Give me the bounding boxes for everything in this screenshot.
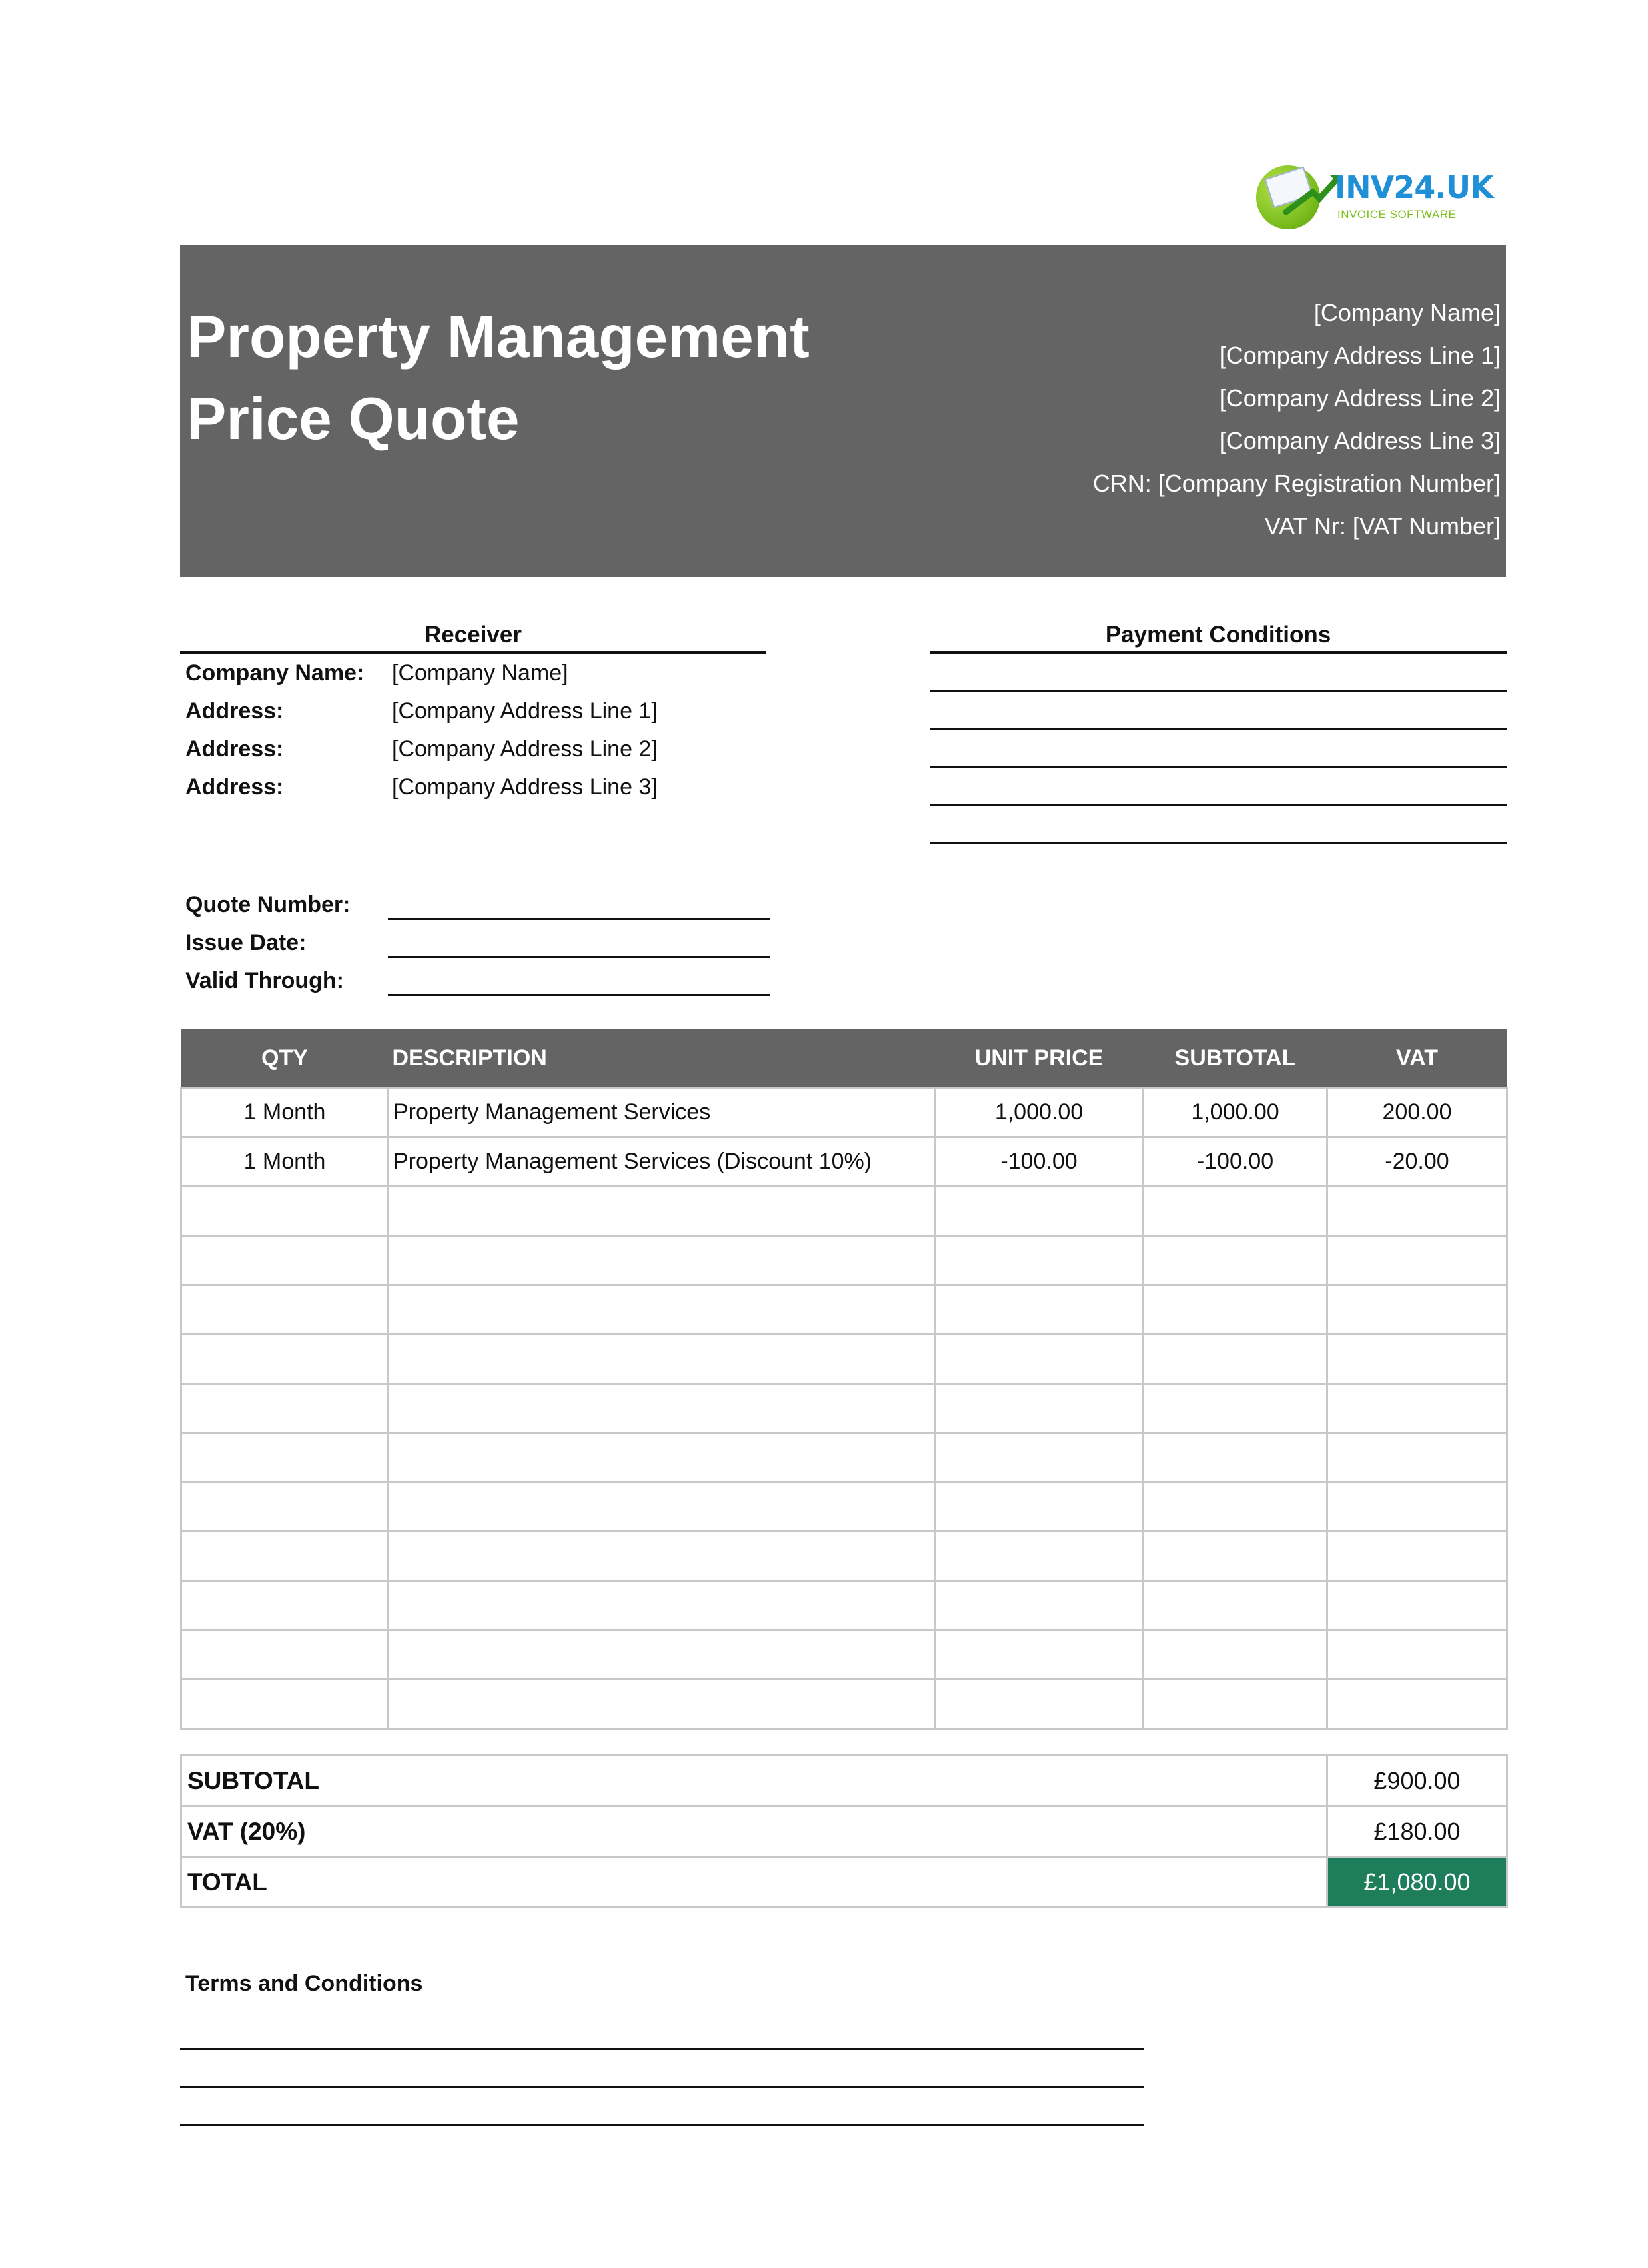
- cell-subtotal[interactable]: [1144, 1433, 1327, 1482]
- table-row-empty: [181, 1335, 1507, 1384]
- total-value: £1,080.00: [1327, 1857, 1507, 1908]
- sender-vat-number: VAT Nr: [VAT Number]: [1264, 512, 1501, 540]
- cell-vat[interactable]: [1327, 1384, 1507, 1433]
- cell-subtotal[interactable]: -100.00: [1144, 1137, 1327, 1187]
- cell-description[interactable]: [389, 1630, 935, 1680]
- cell-description[interactable]: [389, 1433, 935, 1482]
- cell-description[interactable]: [389, 1384, 935, 1433]
- cell-qty[interactable]: [181, 1236, 389, 1285]
- cell-unit-price[interactable]: 1,000.00: [935, 1088, 1144, 1137]
- subtotal-label: SUBTOTAL: [181, 1756, 1327, 1806]
- sender-crn: CRN: [Company Registration Number]: [1092, 470, 1501, 497]
- receiver-label-address-3: Address:: [185, 774, 284, 800]
- table-row-empty: [181, 1482, 1507, 1532]
- cell-vat[interactable]: [1327, 1433, 1507, 1482]
- total-label: TOTAL: [181, 1857, 1327, 1908]
- title-line-1: Property Management: [187, 303, 810, 370]
- cell-description[interactable]: [389, 1532, 935, 1581]
- cell-description[interactable]: Property Management Services (Discount 10%): [389, 1137, 935, 1187]
- cell-qty[interactable]: [181, 1285, 389, 1335]
- cell-qty[interactable]: [181, 1384, 389, 1433]
- cell-vat[interactable]: [1327, 1482, 1507, 1532]
- vat-row: [181, 1806, 1507, 1857]
- cell-subtotal[interactable]: [1144, 1482, 1327, 1532]
- col-header-unit-price: UNIT PRICE: [935, 1029, 1144, 1088]
- header-band: [180, 245, 1506, 577]
- cell-subtotal[interactable]: [1144, 1581, 1327, 1630]
- payment-conditions-title: Payment Conditions: [1105, 622, 1331, 648]
- cell-subtotal[interactable]: [1144, 1335, 1327, 1384]
- cell-unit-price[interactable]: [935, 1532, 1144, 1581]
- payment-line: [930, 804, 1507, 806]
- sender-company-block: [1093, 292, 1501, 548]
- receiver-title: Receiver: [424, 622, 522, 648]
- cell-description[interactable]: [389, 1335, 935, 1384]
- table-row-empty: [181, 1680, 1507, 1729]
- sender-address-line-3: [Company Address Line 3]: [1219, 427, 1501, 454]
- title-line-2: Price Quote: [187, 385, 520, 452]
- cell-description[interactable]: [389, 1581, 935, 1630]
- page-title: [187, 296, 810, 460]
- receiver-label-company: Company Name:: [185, 660, 365, 686]
- table-row: [181, 1137, 1507, 1187]
- payment-divider: [930, 651, 1507, 654]
- cell-description[interactable]: [389, 1680, 935, 1729]
- table-row-empty: [181, 1285, 1507, 1335]
- col-header-subtotal: SUBTOTAL: [1144, 1029, 1327, 1088]
- cell-vat[interactable]: [1327, 1236, 1507, 1285]
- table-row-empty: [181, 1581, 1507, 1630]
- cell-qty[interactable]: [181, 1680, 389, 1729]
- cell-qty[interactable]: [181, 1187, 389, 1236]
- receiver-value-company: [Company Name]: [392, 660, 568, 686]
- terms-line[interactable]: [180, 2124, 1144, 2126]
- table-row-empty: [181, 1433, 1507, 1482]
- cell-unit-price[interactable]: [935, 1581, 1144, 1630]
- cell-description[interactable]: Property Management Services: [389, 1088, 935, 1137]
- valid-through-field[interactable]: [388, 994, 770, 996]
- logo-tagline: INVOICE SOFTWARE: [1337, 208, 1457, 221]
- cell-unit-price[interactable]: [935, 1680, 1144, 1729]
- cell-description[interactable]: [389, 1285, 935, 1335]
- table-row: [181, 1088, 1507, 1137]
- cell-unit-price[interactable]: [935, 1630, 1144, 1680]
- subtotal-row: [181, 1756, 1507, 1806]
- payment-line: [930, 766, 1507, 768]
- cell-vat[interactable]: [1327, 1187, 1507, 1236]
- issue-date-label: Issue Date:: [185, 930, 307, 955]
- cell-vat[interactable]: [1327, 1285, 1507, 1335]
- table-row-empty: [181, 1532, 1507, 1581]
- terms-title: Terms and Conditions: [185, 1971, 423, 1996]
- cell-unit-price[interactable]: [935, 1335, 1144, 1384]
- logo-arrow-icon: [1283, 172, 1343, 219]
- cell-unit-price[interactable]: -100.00: [935, 1137, 1144, 1187]
- col-header-vat: VAT: [1327, 1029, 1507, 1088]
- table-row-empty: [181, 1187, 1507, 1236]
- cell-vat[interactable]: [1327, 1581, 1507, 1630]
- subtotal-value: £900.00: [1327, 1756, 1507, 1806]
- cell-unit-price[interactable]: [935, 1482, 1144, 1532]
- logo-brand: INV24.UK: [1335, 169, 1493, 205]
- cell-unit-price[interactable]: [935, 1285, 1144, 1335]
- total-row: [181, 1857, 1507, 1908]
- vat-value: £180.00: [1327, 1806, 1507, 1857]
- cell-vat[interactable]: 200.00: [1327, 1088, 1507, 1137]
- col-header-description: DESCRIPTION: [389, 1029, 935, 1088]
- cell-unit-price[interactable]: [935, 1433, 1144, 1482]
- cell-qty[interactable]: [181, 1433, 389, 1482]
- cell-vat[interactable]: [1327, 1335, 1507, 1384]
- cell-qty[interactable]: [181, 1581, 389, 1630]
- terms-line[interactable]: [180, 2086, 1144, 2088]
- payment-line: [930, 690, 1507, 692]
- quote-number-field[interactable]: [388, 918, 770, 920]
- cell-subtotal[interactable]: [1144, 1285, 1327, 1335]
- cell-qty[interactable]: [181, 1482, 389, 1532]
- cell-unit-price[interactable]: [935, 1187, 1144, 1236]
- cell-subtotal[interactable]: [1144, 1680, 1327, 1729]
- payment-line: [930, 728, 1507, 730]
- valid-through-label: Valid Through:: [185, 968, 344, 993]
- receiver-label-address-1: Address:: [185, 698, 284, 724]
- sender-company-name: [Company Name]: [1313, 299, 1501, 326]
- terms-line[interactable]: [180, 2048, 1144, 2050]
- receiver-value-address-1: [Company Address Line 1]: [392, 698, 658, 724]
- quote-number-label: Quote Number:: [185, 892, 351, 917]
- totals-table: [180, 1754, 1508, 1908]
- receiver-label-address-2: Address:: [185, 736, 284, 762]
- sender-address-line-2: [Company Address Line 2]: [1219, 384, 1501, 412]
- cell-description[interactable]: [389, 1187, 935, 1236]
- cell-subtotal[interactable]: [1144, 1630, 1327, 1680]
- cell-description[interactable]: [389, 1482, 935, 1532]
- payment-line: [930, 842, 1507, 844]
- cell-subtotal[interactable]: [1144, 1532, 1327, 1581]
- cell-subtotal[interactable]: [1144, 1236, 1327, 1285]
- cell-qty[interactable]: [181, 1335, 389, 1384]
- cell-description[interactable]: [389, 1236, 935, 1285]
- issue-date-field[interactable]: [388, 956, 770, 958]
- company-logo: [1256, 160, 1493, 233]
- cell-qty[interactable]: [181, 1532, 389, 1581]
- cell-unit-price[interactable]: [935, 1384, 1144, 1433]
- table-row-empty: [181, 1236, 1507, 1285]
- cell-vat[interactable]: -20.00: [1327, 1137, 1507, 1187]
- cell-vat[interactable]: [1327, 1680, 1507, 1729]
- table-header-row: [181, 1029, 1507, 1088]
- cell-vat[interactable]: [1327, 1630, 1507, 1680]
- vat-label: VAT (20%): [181, 1806, 1327, 1857]
- cell-qty[interactable]: 1 Month: [181, 1088, 389, 1137]
- cell-qty[interactable]: [181, 1630, 389, 1680]
- receiver-value-address-3: [Company Address Line 3]: [392, 774, 658, 800]
- cell-unit-price[interactable]: [935, 1236, 1144, 1285]
- cell-qty[interactable]: 1 Month: [181, 1137, 389, 1187]
- cell-subtotal[interactable]: 1,000.00: [1144, 1088, 1327, 1137]
- cell-vat[interactable]: [1327, 1532, 1507, 1581]
- sender-address-line-1: [Company Address Line 1]: [1219, 342, 1501, 369]
- line-items-table: [180, 1029, 1508, 1730]
- table-row-empty: [181, 1384, 1507, 1433]
- cell-subtotal[interactable]: [1144, 1187, 1327, 1236]
- col-header-qty: QTY: [181, 1029, 389, 1088]
- receiver-value-address-2: [Company Address Line 2]: [392, 736, 658, 762]
- table-row-empty: [181, 1630, 1507, 1680]
- cell-subtotal[interactable]: [1144, 1384, 1327, 1433]
